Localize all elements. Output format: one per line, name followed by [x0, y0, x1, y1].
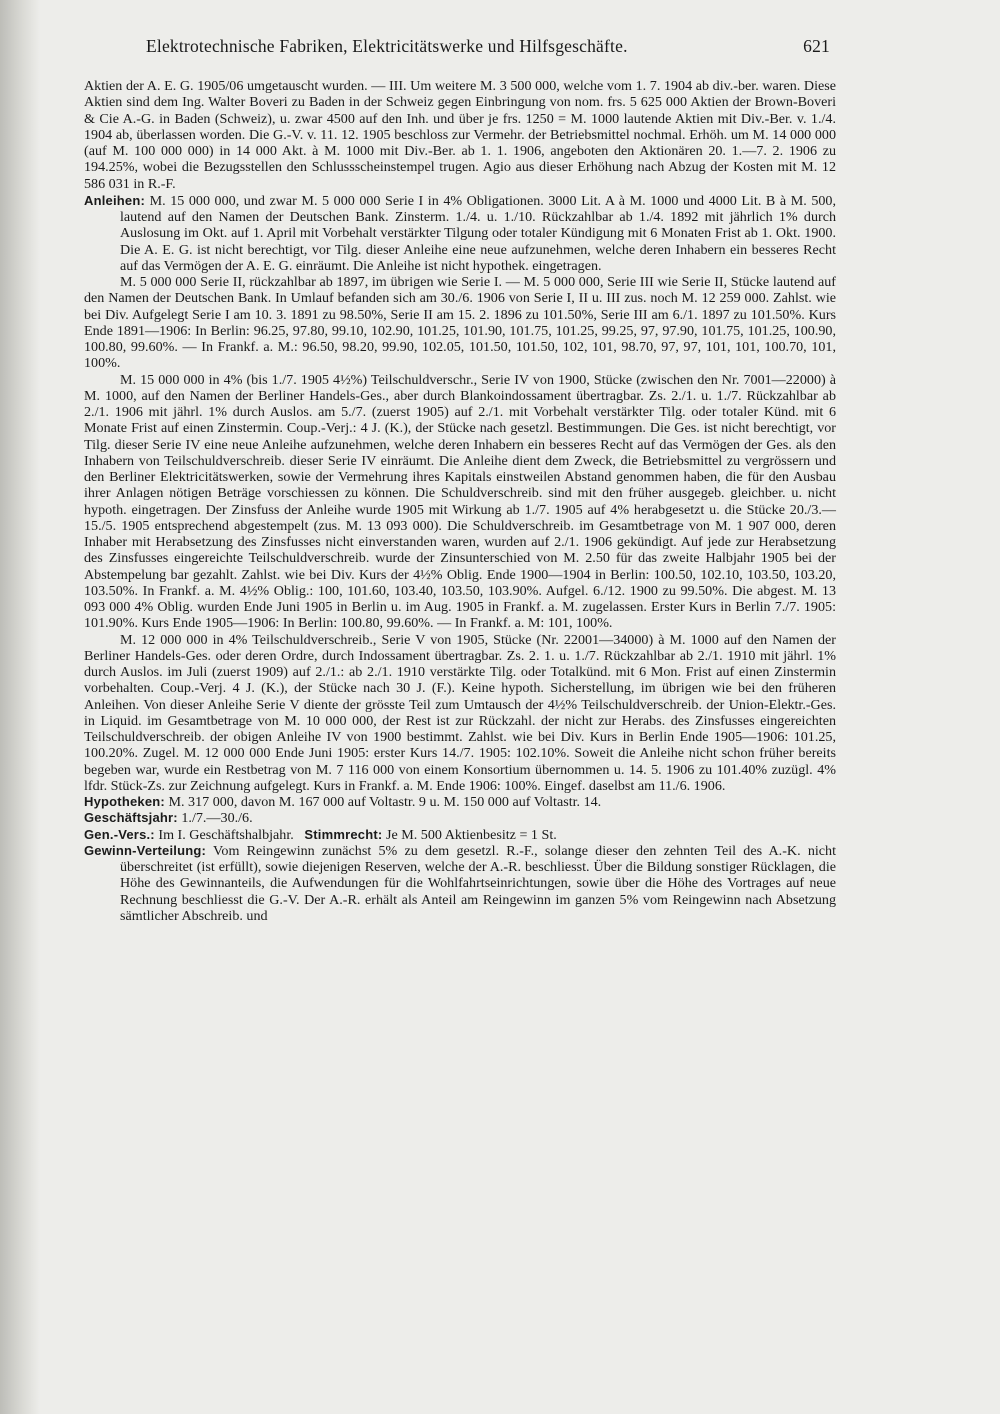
paragraph-capital-increase: Aktien der A. E. G. 1905/06 umgetauscht wurden. — III. Um weitere M. 3 500 000, welche vom 1. 7. 1904 ab div.-ber. waren. Diese Aktien sind dem Ing. Walter Boveri zu Baden in der Schweiz gegen Einbringung von nom. frs. 5 625 000 Aktien der Brown-Boveri & Cie A.-G. in Baden (Schweiz), u. zwar 4500 auf den Inh. und über je frs. 1250 = M. 1000 lautende Aktien mit Div.-Ber. v. 1./4. 1904 ab, überlassen worden. Die G.-V. v. 11. 12. 1905 beschloss zur Vermehr. der Betriebsmittel nochmal. Erhöh. um M. 14 000 000 (auf M. 100 000 000) in 14 000 Akt. à M. 1000 mit Div.-Ber. ab 1. 1. 1906, angeboten den Aktionären 20. 1.—7. 2. 1906 zu 194.25%, wobei die Bezugsstellen den Schlussscheinstempel trugen. Agio aus dieser Erhöhung nach Abzug der Kosten mit M. 12 586 031 in R.-F. [84, 78, 836, 192]
anleihen-label: Anleihen: [84, 192, 146, 208]
anleihen-serie-1-text: M. 15 000 000, und zwar M. 5 000 000 Serie I in 4% Obligationen. 3000 Lit. A à M. 1000 und 4000 Lit. B à M. 500, lautend auf den Namen der Deutschen Bank. Zinsterm. 1./4. u. 1./10. Rückzahlbar ab 1./4. 1892 mit jährlich 1% durch Auslosung im Okt. auf 1. April mit Vorbehalt verstärkter Tilgung oder totaler Kündigung mit 6 Monaten Frist ab 1. Okt. 1900. Die A. E. G. ist nicht berechtigt, vor Tilg. dieser Anleihe eine neue aufzunehmen, welche deren Inhabern ein besseres Recht auf das Vermögen der A. E. G. einräumt. Die Anleihe ist nicht hypothek. eingetragen. [120, 192, 836, 274]
paragraph-serie-4: M. 15 000 000 in 4% (bis 1./7. 1905 4½%) Teilschuldverschr., Serie IV von 1900, Stücke (zwischen den Nr. 7001—22000) à M. 1000, auf den Namen der Berliner Handels-Ges., aber durch Blankoindossament übertragbar. Zs. 2./1. u. 1./7. Rückzahlbar ab 2./1. 1906 mit jährl. 1% durch Auslos. am 5./7. (zuerst 1905) auf 2./1. mit Vorbehalt verstärkter Tilg. oder totaler Künd. mit 6 Monate Frist auf einen Zinstermin. Coup.-Verj.: 4 J. (K.), der Stücke nach gesetzl. Bestimmungen. Die Ges. ist nicht berechtigt, vor Tilg. dieser Serie IV eine neue Anleihe aufzunehmen, welche deren Inhabern ein besseres Recht auf das Vermögen der Ges. als den Inhabern von Teilschuldverschreib. dieser Serie IV einräumt. Die Anleihe dient dem Zweck, die Betriebsmittel zu vergrössern und den Berliner Elektricitätswerken, sowie der Vermehrung ihres Kapitals einstweilen Abstand genommen haben, die für den Ausbau ihrer Anlagen nötigen Beträge vorschiessen zu können. Die Schuldverschreib. sind mit den früher ausgegeb. gleichber. u. nicht hypoth. eingetragen. Der Zinsfuss der Anleihe wurde 1905 mit Wirkung ab 1./7. 1905 auf 4% herabgesetzt u. die Stücke 20./3.—15./5. 1905 entsprechend abgestempelt (zus. M. 13 093 000). Die Schuldverschreib. im Gesamtbetrage von M. 1 907 000, deren Inhaber mit Herabsetzung des Zinsfusses nicht einverstanden waren, wurden auf 2./1. 1906 gekündigt. Auf jede zur Herabsetzung des Zinsfusses eingereichte Teilschuldverschreib. wurde der Zinsunterschied von M. 2.50 für das zweite Halbjahr 1905 bei der Abstempelung bar gezahlt. Zahlst. wie bei Div. Kurs der 4½% Oblig. Ende 1900—1904 in Berlin: 100.50, 102.10, 103.50, 103.20, 103.50%. In Frankf. a. M. 4½% Oblig.: 100, 101.60, 103.40, 103.50, 103.90%. Aufgel. 6./12. 1900 zu 99.50%. Die abgest. M. 13 093 000 4% Oblig. wurden Ende Juni 1905 in Berlin u. im Aug. 1905 in Frankf. a. M. zugelassen. Erster Kurs in Berlin 7./7. 1905: 101.90%. Kurs Ende 1905—1906: In Berlin: 100.80, 99.60%. — In Frankf. a. M: 101, 100%. [84, 371, 836, 632]
paragraph-serie-5: M. 12 000 000 in 4% Teilschuldverschreib., Serie V von 1905, Stücke (Nr. 22001—34000) à M. 1000 auf den Namen der Berliner Handels-Ges. oder deren Ordre, durch Indossament übertragbar. Zs. 2. 1. u. 1./7. Rückzahlbar ab 2./1. 1910 mit jährl. 1% durch Auslos. im Juli (zuerst 1909) auf 2./1.: ab 2./1. 1910 verstärkte Tilg. oder Totalkünd. mit 6 Mon. Frist auf einen Zinstermin vorbehalten. Coup.-Verj. 4 J. (K.), der Stücke nach 30 J. (F.). Keine hypoth. Sicherstellung, im übrigen wie bei den früheren Anleihen. Von dieser Anleihe Serie V diente der grösste Teil zum Umtausch der 4½% Teilschuldverschreib. der Union-Elektr.-Ges. in Liquid. im Gesamtbetrage von M. 10 000 000, der Rest ist zur Rückzahl. der nicht zur Herabs. des Zinsfusses eingereichten Teilschuldverschreib. der obigen Anleihe IV von 1900 bestimmt. Zahlst. wie bei Div. Kurs in Berlin Ende 1905—1906: 101.25, 100.20%. Zugel. M. 12 000 000 Ende Juni 1905: erster Kurs 14./7. 1905: 102.10%. Soweit die Anleihe nicht schon früher bereits begeben war, wurde ein Restbetrag von M. 7 116 000 von einem Konsortium übernommen u. 14. 5. 1906 zu 101.40% zuzügl. 4% lfdr. Stück-Zs. zur Zeichnung aufgelegt. Kurs in Frankf. a. M. Ende 1906: 100%. Eingef. daselbst am 11./6. 1906. [84, 631, 836, 794]
section-anleihen [84, 193, 836, 274]
page-body [84, 78, 836, 924]
header-title: Elektrotechnische Fabriken, Elektricitätswerke und Hilfsgeschäfte. [146, 36, 628, 56]
gen-vers-text: Im I. Geschäftshalbjahr. [158, 826, 294, 843]
section-geschaeftsjahr [84, 810, 836, 826]
section-gewinn-verteilung [84, 843, 836, 924]
gewinn-verteilung-label: Gewinn-Verteilung: [84, 842, 207, 858]
hypotheken-text: M. 317 000, davon M. 167 000 auf Voltastr. 9 u. M. 150 000 auf Voltastr. 14. [168, 794, 602, 810]
section-gen-vers [84, 827, 836, 843]
geschaeftsjahr-label: Geschäftsjahr: [84, 810, 178, 826]
gen-vers-label: Gen.-Vers.: [84, 826, 155, 842]
stimmrecht-label: Stimmrecht: [304, 826, 383, 842]
geschaeftsjahr-text: 1./7.—30./6. [181, 810, 253, 827]
hypotheken-label: Hypotheken: [84, 794, 165, 809]
binding-gutter [0, 0, 40, 1414]
stimmrecht-text: Je M. 500 Aktienbesitz = 1 St. [385, 826, 557, 843]
page-number: 621 [803, 36, 830, 56]
section-hypotheken [84, 794, 836, 810]
running-header [146, 36, 830, 58]
gewinn-verteilung-text: Vom Reingewinn zunächst 5% zu dem gesetzl. R.-F., solange dieser den zehnten Teil des A.-K. nicht überschreitet (ist erfüllt), sowie diejenigen Reserven, welche der A.-R. beschliesst. Über die Bildung sonstiger Rücklagen, die Höhe des Gewinnanteils, die Aufwendungen für die Wohlfahrtseinrichtungen, sowie über die Höhe des Vortrages auf neue Rechnung beschliesst die G.-V. Der A.-R. erhält als Anteil am Reingewinn im ganzen 5% vom Reingewinn nach Absetzung sämtlicher Abschreib. und [120, 842, 836, 924]
paragraph-serie-2-3: M. 5 000 000 Serie II, rückzahlbar ab 1897, im übrigen wie Serie I. — M. 5 000 000, Serie III wie Serie II, Stücke lautend auf den Namen der Deutschen Bank. In Umlauf befanden sich am 30./6. 1906 von Serie I, II u. III zus. noch M. 12 259 000. Zahlst. wie bei Div. Aufgelegt Serie I am 10. 3. 1891 zu 98.50%, Serie II am 15. 2. 1896 zu 101.50%, Serie III am 6./1. 1897 zu 101.50%. Kurs Ende 1891—1906: In Berlin: 96.25, 97.80, 99.10, 102.90, 101.25, 101.90, 101.75, 101.25, 99.25, 97, 97.90, 101.75, 101.25, 100.90, 100.80, 99.60%. — In Frankf. a. M.: 96.50, 98.20, 99.90, 102.05, 101.50, 101.50, 102, 101, 98.70, 97, 97, 101, 101, 100.70, 101, 100%. [84, 274, 836, 372]
